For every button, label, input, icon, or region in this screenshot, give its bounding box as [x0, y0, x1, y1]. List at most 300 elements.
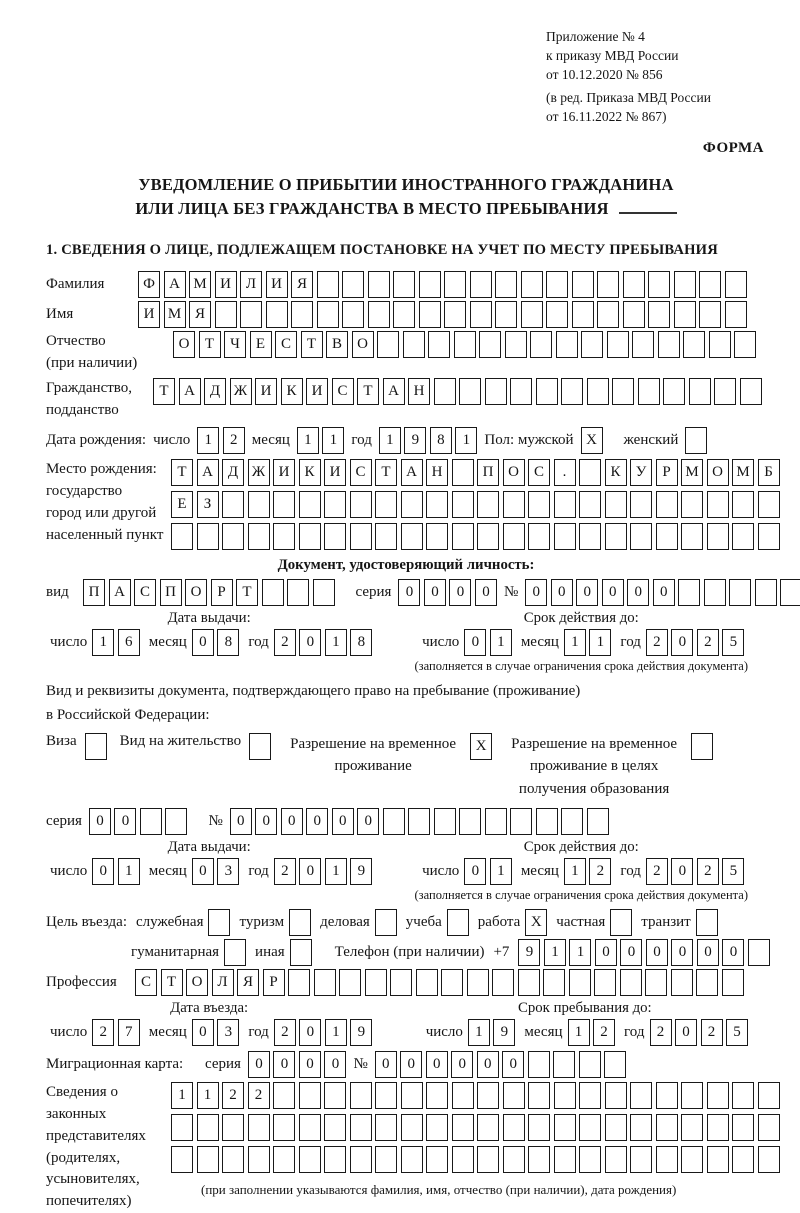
surname-char-box[interactable]	[393, 271, 415, 298]
birth-place-char-box[interactable]	[477, 523, 499, 550]
given-name-char-box[interactable]	[317, 301, 339, 328]
res-expiry-year-box[interactable]: 0	[671, 858, 693, 885]
surname-char-box[interactable]: Я	[291, 271, 313, 298]
res-issue-year-box[interactable]: 1	[325, 858, 347, 885]
profession-char-box[interactable]	[594, 969, 616, 996]
doc-number-box[interactable]	[755, 579, 777, 606]
doc-kind-char-box[interactable]: Р	[211, 579, 233, 606]
surname-char-box[interactable]	[317, 271, 339, 298]
given-name-char-box[interactable]	[266, 301, 288, 328]
representatives-char-box[interactable]	[324, 1146, 346, 1173]
res-series-box[interactable]	[140, 808, 162, 835]
representatives-char-box[interactable]	[426, 1146, 448, 1173]
representatives-char-box[interactable]	[324, 1082, 346, 1109]
representatives-char-box[interactable]	[350, 1146, 372, 1173]
given-name-char-box[interactable]	[495, 301, 517, 328]
doc-expiry-day-box[interactable]: 1	[490, 629, 512, 656]
birth-place-char-box[interactable]: .	[554, 459, 576, 486]
given-name-char-box[interactable]	[215, 301, 237, 328]
migration-number-box[interactable]: 0	[477, 1051, 499, 1078]
female-checkbox[interactable]	[685, 427, 707, 454]
representatives-char-box[interactable]	[248, 1146, 270, 1173]
migration-number-box[interactable]	[528, 1051, 550, 1078]
birth-place-char-box[interactable]: О	[707, 459, 729, 486]
profession-char-box[interactable]: С	[135, 969, 157, 996]
representatives-char-box[interactable]	[758, 1082, 780, 1109]
given-name-char-box[interactable]	[419, 301, 441, 328]
birth-place-char-box[interactable]: С	[350, 459, 372, 486]
representatives-char-box[interactable]	[197, 1146, 219, 1173]
surname-char-box[interactable]	[521, 271, 543, 298]
doc-issue-day-box[interactable]: 6	[118, 629, 140, 656]
doc-expiry-year-box[interactable]: 5	[722, 629, 744, 656]
res-number-box[interactable]	[510, 808, 532, 835]
birth-place-char-box[interactable]	[758, 523, 780, 550]
representatives-char-box[interactable]	[605, 1082, 627, 1109]
patronymic-char-box[interactable]	[479, 331, 501, 358]
res-series-box[interactable]: 0	[114, 808, 136, 835]
citizenship-char-box[interactable]: Н	[408, 378, 430, 405]
given-name-char-box[interactable]	[597, 301, 619, 328]
doc-number-box[interactable]: 0	[576, 579, 598, 606]
profession-char-box[interactable]	[722, 969, 744, 996]
given-name-char-box[interactable]	[674, 301, 696, 328]
patronymic-char-box[interactable]	[607, 331, 629, 358]
doc-expiry-day-box[interactable]: 0	[464, 629, 486, 656]
birth-place-char-box[interactable]: К	[299, 459, 321, 486]
doc-kind-char-box[interactable]: П	[83, 579, 105, 606]
doc-kind-char-box[interactable]	[313, 579, 335, 606]
representatives-char-box[interactable]	[426, 1114, 448, 1141]
representatives-char-box[interactable]	[554, 1146, 576, 1173]
profession-char-box[interactable]	[492, 969, 514, 996]
doc-series-box[interactable]: 0	[398, 579, 420, 606]
surname-char-box[interactable]	[419, 271, 441, 298]
migration-number-box[interactable]: 0	[400, 1051, 422, 1078]
doc-issue-year-box[interactable]: 0	[299, 629, 321, 656]
birth-place-char-box[interactable]	[299, 523, 321, 550]
birth-place-char-box[interactable]	[681, 523, 703, 550]
surname-char-box[interactable]	[342, 271, 364, 298]
representatives-char-box[interactable]	[579, 1146, 601, 1173]
representatives-char-box[interactable]: 2	[248, 1082, 270, 1109]
doc-issue-month-box[interactable]: 0	[192, 629, 214, 656]
doc-issue-year-box[interactable]: 2	[274, 629, 296, 656]
birth-place-char-box[interactable]: Б	[758, 459, 780, 486]
citizenship-char-box[interactable]: И	[306, 378, 328, 405]
migration-series-box[interactable]: 0	[299, 1051, 321, 1078]
doc-issue-year-box[interactable]: 1	[325, 629, 347, 656]
birth-place-char-box[interactable]	[579, 491, 601, 518]
migration-series-box[interactable]: 0	[248, 1051, 270, 1078]
representatives-char-box[interactable]	[273, 1146, 295, 1173]
profession-char-box[interactable]	[390, 969, 412, 996]
entry-day-box[interactable]: 7	[118, 1019, 140, 1046]
phone-digit-box[interactable]: 0	[620, 939, 642, 966]
surname-char-box[interactable]	[495, 271, 517, 298]
citizenship-char-box[interactable]	[459, 378, 481, 405]
res-number-box[interactable]	[383, 808, 405, 835]
purpose-official-checkbox[interactable]	[208, 909, 230, 936]
patronymic-char-box[interactable]	[632, 331, 654, 358]
education-residence-checkbox[interactable]	[691, 733, 713, 760]
birth-place-char-box[interactable]	[758, 491, 780, 518]
patronymic-char-box[interactable]	[403, 331, 425, 358]
surname-char-box[interactable]: Ф	[138, 271, 160, 298]
patronymic-char-box[interactable]	[683, 331, 705, 358]
patronymic-char-box[interactable]: Ч	[224, 331, 246, 358]
doc-series-box[interactable]: 0	[449, 579, 471, 606]
representatives-char-box[interactable]	[248, 1114, 270, 1141]
birth-year-box[interactable]: 9	[404, 427, 426, 454]
surname-char-box[interactable]	[623, 271, 645, 298]
doc-number-box[interactable]: 0	[525, 579, 547, 606]
patronymic-char-box[interactable]: О	[173, 331, 195, 358]
residence-permit-checkbox[interactable]	[249, 733, 271, 760]
representatives-char-box[interactable]	[477, 1146, 499, 1173]
stay-day-box[interactable]: 1	[468, 1019, 490, 1046]
res-number-box[interactable]	[561, 808, 583, 835]
doc-number-box[interactable]: 0	[602, 579, 624, 606]
representatives-char-box[interactable]	[732, 1082, 754, 1109]
representatives-char-box[interactable]	[503, 1146, 525, 1173]
patronymic-char-box[interactable]	[505, 331, 527, 358]
representatives-char-box[interactable]	[401, 1146, 423, 1173]
surname-char-box[interactable]	[725, 271, 747, 298]
stay-year-box[interactable]: 2	[701, 1019, 723, 1046]
citizenship-char-box[interactable]	[689, 378, 711, 405]
res-expiry-day-box[interactable]: 0	[464, 858, 486, 885]
doc-number-box[interactable]: 0	[653, 579, 675, 606]
representatives-char-box[interactable]	[350, 1082, 372, 1109]
birth-place-char-box[interactable]: П	[477, 459, 499, 486]
profession-char-box[interactable]	[671, 969, 693, 996]
birth-place-char-box[interactable]	[707, 523, 729, 550]
birth-place-char-box[interactable]: Е	[171, 491, 193, 518]
given-name-char-box[interactable]	[470, 301, 492, 328]
res-series-box[interactable]	[165, 808, 187, 835]
res-issue-year-box[interactable]: 2	[274, 858, 296, 885]
representatives-char-box[interactable]	[681, 1114, 703, 1141]
representatives-char-box[interactable]	[630, 1114, 652, 1141]
surname-char-box[interactable]: А	[164, 271, 186, 298]
birth-place-char-box[interactable]	[222, 523, 244, 550]
patronymic-char-box[interactable]	[377, 331, 399, 358]
stay-month-box[interactable]: 1	[568, 1019, 590, 1046]
surname-char-box[interactable]: И	[215, 271, 237, 298]
citizenship-char-box[interactable]: А	[383, 378, 405, 405]
birth-place-char-box[interactable]	[401, 523, 423, 550]
representatives-char-box[interactable]	[681, 1082, 703, 1109]
birth-place-char-box[interactable]	[324, 491, 346, 518]
representatives-char-box[interactable]	[401, 1114, 423, 1141]
given-name-char-box[interactable]	[444, 301, 466, 328]
male-checkbox[interactable]: X	[581, 427, 603, 454]
res-issue-year-box[interactable]: 0	[299, 858, 321, 885]
surname-char-box[interactable]	[368, 271, 390, 298]
citizenship-char-box[interactable]	[510, 378, 532, 405]
birth-place-char-box[interactable]	[248, 491, 270, 518]
entry-month-box[interactable]: 3	[217, 1019, 239, 1046]
doc-expiry-year-box[interactable]: 2	[697, 629, 719, 656]
birth-place-char-box[interactable]: О	[503, 459, 525, 486]
representatives-char-box[interactable]	[528, 1082, 550, 1109]
birth-place-char-box[interactable]	[656, 523, 678, 550]
representatives-char-box[interactable]	[452, 1114, 474, 1141]
given-name-char-box[interactable]: Я	[189, 301, 211, 328]
profession-char-box[interactable]	[569, 969, 591, 996]
birth-month-box[interactable]: 1	[297, 427, 319, 454]
citizenship-char-box[interactable]	[587, 378, 609, 405]
migration-number-box[interactable]	[604, 1051, 626, 1078]
representatives-char-box[interactable]	[452, 1082, 474, 1109]
given-name-char-box[interactable]	[699, 301, 721, 328]
res-issue-day-box[interactable]: 1	[118, 858, 140, 885]
doc-issue-year-box[interactable]: 8	[350, 629, 372, 656]
res-expiry-year-box[interactable]: 5	[722, 858, 744, 885]
doc-series-box[interactable]: 0	[424, 579, 446, 606]
representatives-char-box[interactable]	[375, 1082, 397, 1109]
birth-place-char-box[interactable]	[248, 523, 270, 550]
citizenship-char-box[interactable]: Т	[357, 378, 379, 405]
entry-year-box[interactable]: 9	[350, 1019, 372, 1046]
patronymic-char-box[interactable]	[734, 331, 756, 358]
birth-place-char-box[interactable]: С	[528, 459, 550, 486]
citizenship-char-box[interactable]: А	[179, 378, 201, 405]
representatives-char-box[interactable]	[579, 1114, 601, 1141]
given-name-char-box[interactable]	[291, 301, 313, 328]
phone-digit-box[interactable]: 0	[697, 939, 719, 966]
profession-char-box[interactable]	[365, 969, 387, 996]
res-number-box[interactable]	[485, 808, 507, 835]
birth-place-char-box[interactable]	[375, 491, 397, 518]
surname-char-box[interactable]	[444, 271, 466, 298]
patronymic-char-box[interactable]: Т	[301, 331, 323, 358]
profession-char-box[interactable]	[645, 969, 667, 996]
citizenship-char-box[interactable]	[434, 378, 456, 405]
purpose-work-checkbox[interactable]: X	[525, 909, 547, 936]
doc-expiry-year-box[interactable]: 0	[671, 629, 693, 656]
representatives-char-box[interactable]	[732, 1114, 754, 1141]
entry-year-box[interactable]: 2	[274, 1019, 296, 1046]
phone-digit-box[interactable]	[748, 939, 770, 966]
given-name-char-box[interactable]	[393, 301, 415, 328]
temporary-residence-checkbox[interactable]: X	[470, 733, 492, 760]
birth-place-char-box[interactable]: Т	[171, 459, 193, 486]
citizenship-char-box[interactable]	[536, 378, 558, 405]
res-expiry-month-box[interactable]: 2	[589, 858, 611, 885]
given-name-char-box[interactable]	[572, 301, 594, 328]
representatives-char-box[interactable]	[171, 1146, 193, 1173]
birth-day-box[interactable]: 1	[197, 427, 219, 454]
representatives-char-box[interactable]	[171, 1114, 193, 1141]
phone-digit-box[interactable]: 1	[569, 939, 591, 966]
visa-checkbox[interactable]	[85, 733, 107, 760]
given-name-char-box[interactable]: М	[164, 301, 186, 328]
representatives-char-box[interactable]	[630, 1146, 652, 1173]
representatives-char-box[interactable]	[554, 1114, 576, 1141]
doc-issue-day-box[interactable]: 1	[92, 629, 114, 656]
res-number-box[interactable]: 0	[306, 808, 328, 835]
representatives-char-box[interactable]	[222, 1146, 244, 1173]
res-number-box[interactable]	[536, 808, 558, 835]
doc-number-box[interactable]: 0	[551, 579, 573, 606]
birth-place-char-box[interactable]	[656, 491, 678, 518]
profession-char-box[interactable]: Л	[212, 969, 234, 996]
res-number-box[interactable]: 0	[281, 808, 303, 835]
surname-char-box[interactable]: Л	[240, 271, 262, 298]
phone-digit-box[interactable]: 0	[595, 939, 617, 966]
given-name-char-box[interactable]	[521, 301, 543, 328]
birth-place-char-box[interactable]: И	[324, 459, 346, 486]
representatives-char-box[interactable]	[732, 1146, 754, 1173]
doc-number-box[interactable]	[729, 579, 751, 606]
birth-place-char-box[interactable]	[681, 491, 703, 518]
citizenship-char-box[interactable]	[638, 378, 660, 405]
birth-place-char-box[interactable]	[579, 523, 601, 550]
patronymic-char-box[interactable]: О	[352, 331, 374, 358]
doc-kind-char-box[interactable]: О	[185, 579, 207, 606]
birth-place-char-box[interactable]	[528, 491, 550, 518]
given-name-char-box[interactable]	[342, 301, 364, 328]
doc-expiry-year-box[interactable]: 2	[646, 629, 668, 656]
doc-kind-char-box[interactable]	[262, 579, 284, 606]
phone-digit-box[interactable]: 1	[544, 939, 566, 966]
citizenship-char-box[interactable]	[740, 378, 762, 405]
migration-number-box[interactable]: 0	[451, 1051, 473, 1078]
birth-day-box[interactable]: 2	[223, 427, 245, 454]
doc-expiry-month-box[interactable]: 1	[589, 629, 611, 656]
representatives-char-box[interactable]	[299, 1114, 321, 1141]
phone-digit-box[interactable]: 0	[671, 939, 693, 966]
birth-place-char-box[interactable]	[503, 523, 525, 550]
doc-number-box[interactable]	[780, 579, 800, 606]
surname-char-box[interactable]	[597, 271, 619, 298]
representatives-char-box[interactable]	[426, 1082, 448, 1109]
migration-series-box[interactable]: 0	[273, 1051, 295, 1078]
citizenship-char-box[interactable]	[663, 378, 685, 405]
birth-place-char-box[interactable]: К	[605, 459, 627, 486]
birth-place-char-box[interactable]	[426, 491, 448, 518]
birth-year-box[interactable]: 1	[379, 427, 401, 454]
representatives-char-box[interactable]	[656, 1114, 678, 1141]
phone-digit-box[interactable]: 0	[646, 939, 668, 966]
doc-number-box[interactable]	[704, 579, 726, 606]
res-number-box[interactable]: 0	[357, 808, 379, 835]
doc-series-box[interactable]: 0	[475, 579, 497, 606]
res-issue-year-box[interactable]: 9	[350, 858, 372, 885]
profession-char-box[interactable]	[543, 969, 565, 996]
patronymic-char-box[interactable]: Т	[199, 331, 221, 358]
birth-place-char-box[interactable]: Р	[656, 459, 678, 486]
birth-place-char-box[interactable]	[197, 523, 219, 550]
birth-place-char-box[interactable]: Н	[426, 459, 448, 486]
migration-number-box[interactable]	[579, 1051, 601, 1078]
patronymic-char-box[interactable]	[530, 331, 552, 358]
res-number-box[interactable]	[408, 808, 430, 835]
purpose-private-checkbox[interactable]	[610, 909, 632, 936]
res-series-box[interactable]: 0	[89, 808, 111, 835]
representatives-char-box[interactable]	[503, 1114, 525, 1141]
profession-char-box[interactable]	[441, 969, 463, 996]
citizenship-char-box[interactable]	[485, 378, 507, 405]
birth-place-char-box[interactable]: Д	[222, 459, 244, 486]
representatives-char-box[interactable]	[707, 1146, 729, 1173]
surname-char-box[interactable]	[546, 271, 568, 298]
birth-place-char-box[interactable]	[299, 491, 321, 518]
given-name-char-box[interactable]	[725, 301, 747, 328]
birth-place-char-box[interactable]	[605, 523, 627, 550]
patronymic-char-box[interactable]: В	[326, 331, 348, 358]
purpose-business-checkbox[interactable]	[375, 909, 397, 936]
representatives-char-box[interactable]	[222, 1114, 244, 1141]
profession-char-box[interactable]	[314, 969, 336, 996]
birth-place-char-box[interactable]	[554, 491, 576, 518]
birth-place-char-box[interactable]	[732, 523, 754, 550]
birth-place-char-box[interactable]	[273, 491, 295, 518]
birth-place-char-box[interactable]: И	[273, 459, 295, 486]
doc-kind-char-box[interactable]: П	[160, 579, 182, 606]
phone-digit-box[interactable]: 9	[518, 939, 540, 966]
patronymic-char-box[interactable]	[428, 331, 450, 358]
birth-place-char-box[interactable]	[605, 491, 627, 518]
citizenship-char-box[interactable]	[714, 378, 736, 405]
birth-place-char-box[interactable]	[452, 491, 474, 518]
res-number-box[interactable]: 0	[255, 808, 277, 835]
birth-place-char-box[interactable]	[222, 491, 244, 518]
representatives-char-box[interactable]	[401, 1082, 423, 1109]
migration-number-box[interactable]: 0	[375, 1051, 397, 1078]
birth-place-char-box[interactable]	[503, 491, 525, 518]
representatives-char-box[interactable]	[375, 1146, 397, 1173]
representatives-char-box[interactable]	[452, 1146, 474, 1173]
birth-place-char-box[interactable]: Т	[375, 459, 397, 486]
entry-year-box[interactable]: 0	[299, 1019, 321, 1046]
doc-number-box[interactable]: 0	[627, 579, 649, 606]
birth-place-char-box[interactable]	[707, 491, 729, 518]
doc-expiry-month-box[interactable]: 1	[564, 629, 586, 656]
doc-issue-month-box[interactable]: 8	[217, 629, 239, 656]
doc-kind-char-box[interactable]: Т	[236, 579, 258, 606]
birth-place-char-box[interactable]: У	[630, 459, 652, 486]
birth-place-char-box[interactable]	[375, 523, 397, 550]
res-expiry-year-box[interactable]: 2	[646, 858, 668, 885]
profession-char-box[interactable]	[620, 969, 642, 996]
birth-place-char-box[interactable]	[630, 491, 652, 518]
citizenship-char-box[interactable]	[612, 378, 634, 405]
birth-place-char-box[interactable]	[477, 491, 499, 518]
res-number-box[interactable]: 0	[230, 808, 252, 835]
representatives-char-box[interactable]	[605, 1114, 627, 1141]
representatives-char-box[interactable]	[477, 1114, 499, 1141]
given-name-char-box[interactable]	[546, 301, 568, 328]
patronymic-char-box[interactable]: С	[275, 331, 297, 358]
citizenship-char-box[interactable]: Ж	[230, 378, 252, 405]
surname-char-box[interactable]	[572, 271, 594, 298]
surname-char-box[interactable]	[470, 271, 492, 298]
birth-place-char-box[interactable]	[630, 523, 652, 550]
birth-place-char-box[interactable]	[426, 523, 448, 550]
surname-char-box[interactable]	[674, 271, 696, 298]
representatives-char-box[interactable]: 1	[171, 1082, 193, 1109]
representatives-char-box[interactable]	[707, 1082, 729, 1109]
birth-place-char-box[interactable]	[452, 523, 474, 550]
representatives-char-box[interactable]	[299, 1146, 321, 1173]
given-name-char-box[interactable]	[240, 301, 262, 328]
birth-place-char-box[interactable]: З	[197, 491, 219, 518]
profession-char-box[interactable]: Т	[161, 969, 183, 996]
given-name-char-box[interactable]	[368, 301, 390, 328]
